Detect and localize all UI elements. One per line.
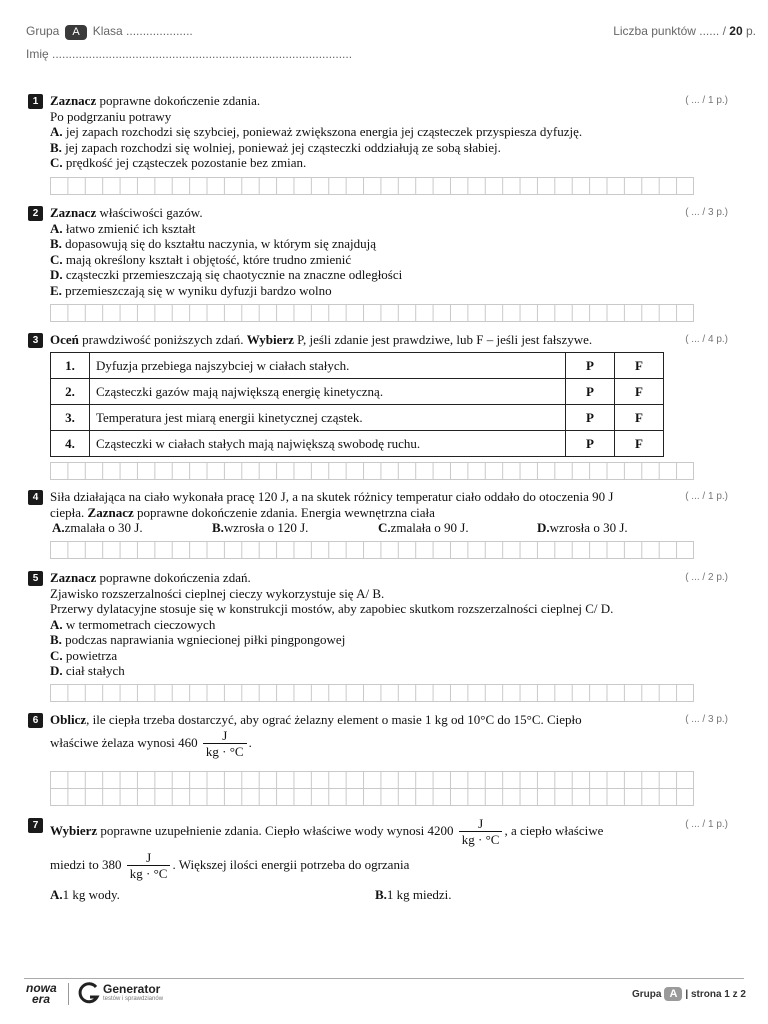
option-d[interactable]: D. ciał stałych (50, 663, 125, 678)
task-4 (28, 489, 740, 536)
answer-grid[interactable] (50, 304, 694, 322)
task-stem: Po podgrzaniu potrawy (50, 108, 172, 124)
true-option[interactable]: P (566, 405, 615, 431)
task-number: 1 (28, 94, 43, 109)
false-option[interactable]: F (615, 379, 664, 405)
option-a[interactable]: A. łatwo zmienić ich kształt (50, 220, 196, 236)
table-row: 1. Dyfuzja przebiega najszybciej w ciałach stałych. P F (51, 353, 664, 379)
true-option[interactable]: P (566, 431, 615, 457)
table-row: 3. Temperatura jest miarą energii kinetycznej cząstek. P F (51, 405, 664, 431)
task-number: 6 (28, 713, 43, 728)
option-a[interactable]: A.1 kg wody. (50, 887, 120, 902)
task-number: 5 (28, 571, 43, 586)
answer-grid[interactable] (50, 462, 694, 480)
answer-grid[interactable] (50, 684, 694, 702)
answer-grid[interactable] (50, 177, 694, 195)
option-c[interactable]: C. prędkość jej cząsteczek pozostanie bez zmian. (50, 155, 307, 170)
false-option[interactable]: F (615, 353, 664, 379)
group-label: Grupa (26, 24, 60, 38)
option-a[interactable]: A.zmalała o 30 J. (52, 520, 143, 535)
option-b[interactable]: B. dopasowują się do kształtu naczynia, w którym się znajdują (50, 236, 377, 251)
footer-page-info: Grupa A | strona 1 z 2 (631, 988, 746, 1000)
option-c[interactable]: C. mają określony kształt i objętość, które trudno zmienić (50, 251, 352, 267)
points-label: Liczba punktów ...... / (613, 24, 726, 38)
true-option[interactable]: P (566, 379, 615, 405)
task-5 (28, 570, 740, 679)
nowa-era-logo: nowa era (26, 981, 57, 1006)
option-d[interactable]: D.wzrosła o 30 J. (537, 520, 628, 535)
name-field[interactable]: Imię .......................................................................................... (26, 47, 353, 61)
task-points: ( ... / 2 p.) (685, 572, 728, 583)
task-3 (28, 332, 740, 348)
points-total: 20 (729, 24, 743, 38)
option-b[interactable]: B. jej zapach rozchodzi się wolniej, ponieważ jej cząsteczki oddziałują ze sobą słabiej. (50, 139, 501, 155)
task-7 (28, 817, 740, 903)
option-d[interactable]: D. cząsteczki przemieszczają się chaotycznie na znaczne odległości (50, 267, 403, 282)
group-badge: A (65, 25, 86, 40)
group-badge: A (664, 987, 682, 1001)
task-instruction: Zaznacz poprawne dokończenia zdań. (50, 570, 251, 585)
table-row: 2. Cząsteczki gazów mają największą energię kinetyczną. P F (51, 379, 664, 405)
task-number: 3 (28, 333, 43, 348)
task-points: ( ... / 3 p.) (685, 207, 728, 218)
unit-fraction: $\frac{J}{kg \cdot ^\circ C}$ (127, 851, 171, 881)
false-option[interactable]: F (615, 431, 664, 457)
task-instruction: Wybierz poprawne uzupełnienie zdania. Ciepło właściwe wody wynosi 4200 $\frac{J}{kg \cdot ^\circ C}$ , a ciepło właściwe (50, 816, 604, 847)
points-unit: p. (745, 24, 756, 38)
option-c[interactable]: C.zmalała o 90 J. (378, 520, 469, 535)
header-points (613, 24, 756, 38)
task-instruction: Zaznacz właściwości gazów. (50, 205, 203, 220)
task-instruction: Oceń prawdziwość poniższych zdań. Wybierz P, jeśli zdanie jest prawdziwe, lub F – jeśli jest fałszywe. (50, 332, 593, 347)
false-option[interactable]: F (615, 405, 664, 431)
option-a[interactable]: A. w termometrach cieczowych (50, 616, 216, 632)
task-text: miedzi to 380 $\frac{J}{kg \cdot ^\circ C}$ . Większej ilości energii potrzeba do ogrzania (50, 850, 410, 881)
footer-divider (24, 978, 744, 979)
true-false-table (50, 352, 664, 457)
task-text: Siła działająca na ciało wykonała pracę 120 J, a na skutek różnicy temperatur ciało oddało do otoczenia 90 J (50, 489, 614, 504)
task-instruction: Oblicz, ile ciepła trzeba dostarczyć, aby ograć żelazny element o masie 1 kg od 10°C do 15°C. Ciepło (50, 712, 582, 727)
option-b[interactable]: B.1 kg miedzi. (375, 887, 452, 902)
option-a[interactable]: A. jej zapach rozchodzi się szybciej, ponieważ zwiększona energia jej cząsteczek przyspiesza dyfuzję. (50, 124, 583, 139)
table-row: 4. Cząsteczki w ciałach stałych mają największą swobodę ruchu. P F (51, 431, 664, 457)
task-number: 4 (28, 490, 43, 505)
task-instruction: Zaznacz poprawne dokończenie zdania. (50, 93, 261, 108)
task-text: Przerwy dylatacyjne stosuje się w konstrukcji mostów, aby zapobiec skutkom rozszerzalności cieplnej C/ D. (50, 601, 614, 616)
option-c[interactable]: C. powietrza (50, 647, 118, 663)
unit-fraction: $\frac{J}{kg \cdot ^\circ C}$ (203, 729, 247, 759)
task-number: 7 (28, 818, 43, 833)
answer-grid[interactable] (50, 541, 694, 559)
task-6 (28, 712, 740, 759)
generator-g-icon (78, 982, 100, 1006)
task-points: ( ... / 4 p.) (685, 334, 728, 345)
true-option[interactable]: P (566, 353, 615, 379)
option-e[interactable]: E. przemieszczają się w wyniku dyfuzji bardzo wolno (50, 282, 332, 298)
task-points: ( ... / 1 p.) (685, 819, 728, 830)
task-text: właściwe żelaza wynosi 460 $\frac{J}{kg \cdot ^\circ C}$ . (50, 727, 252, 759)
task-number: 2 (28, 206, 43, 221)
task-text: Zjawisko rozszerzalności cieplnej cieczy wykorzystuje się A/ B. (50, 585, 385, 601)
option-b[interactable]: B.wzrosła o 120 J. (212, 520, 309, 535)
task-points: ( ... / 1 p.) (685, 491, 728, 502)
logo-divider (68, 983, 69, 1005)
unit-fraction: $\frac{J}{kg \cdot ^\circ C}$ (459, 817, 503, 847)
task-points: ( ... / 3 p.) (685, 714, 728, 725)
task-1 (28, 93, 740, 171)
task-instruction: ciepła. Zaznacz poprawne dokończenie zdania. Energia wewnętrzna ciała (50, 504, 435, 520)
class-field[interactable]: Klasa .................... (92, 24, 193, 38)
header-group (26, 24, 193, 40)
task-2 (28, 205, 740, 298)
option-b[interactable]: B. podczas naprawiania wgniecionej piłki pingpongowej (50, 632, 346, 647)
task-points: ( ... / 1 p.) (685, 95, 728, 106)
answer-grid[interactable] (50, 771, 694, 806)
